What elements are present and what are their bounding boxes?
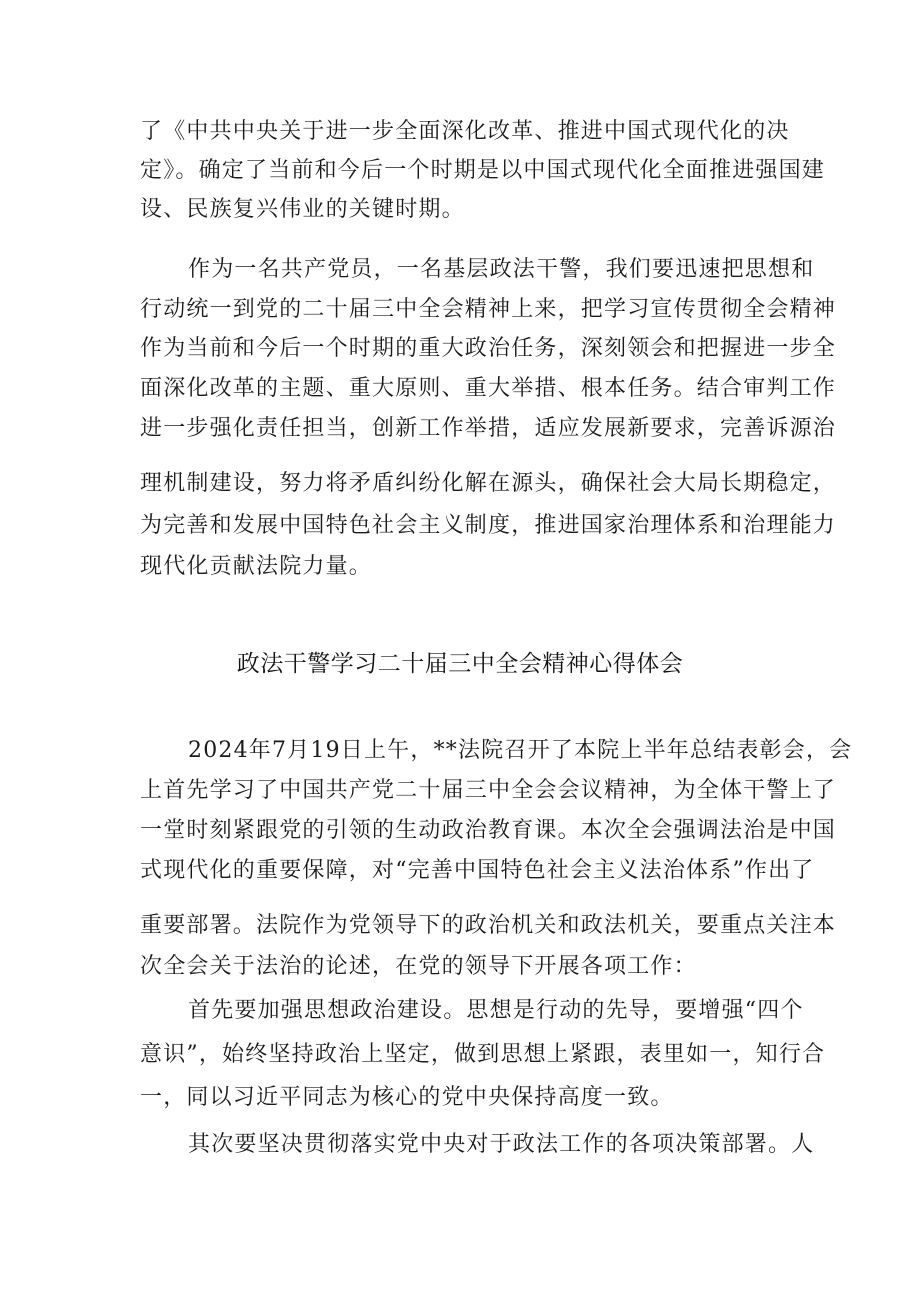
paragraph-line: 行动统一到党的二十届三中全会精神上来，把学习宣传贯彻全会精神: [140, 297, 837, 322]
paragraph-line: 面深化改革的主题、重大原则、重大举措、根本任务。结合审判工作: [140, 376, 837, 401]
paragraph-line: 进一步强化责任担当，创新工作举措，适应发展新要求，完善诉源治: [140, 416, 837, 441]
section-title: 政法干警学习二十届三中全会精神心得体会: [236, 651, 684, 677]
paragraph-line: 了《中共中央关于进一步全面深化改革、推进中国式现代化的决: [140, 119, 790, 144]
paragraph-line: 式现代化的重要保障，对“完善中国特色社会主义法治体系”作出了: [140, 858, 815, 883]
paragraph-line: 首先要加强思想政治建设。思想是行动的先导，要增强“四个: [188, 998, 804, 1023]
paragraph-line: 其次要坚决贯彻落实党中央对于政法工作的各项决策部署。人: [188, 1132, 815, 1157]
paragraph-line: 作为当前和今后一个时期的重大政治任务，深刻领会和把握进一步全: [140, 336, 837, 361]
paragraph-line: 作为一名共产党员，一名基层政法干警，我们要迅速把思想和: [188, 257, 815, 282]
paragraph-line: 一，同以习近平同志为核心的党中央保持高度一致。: [140, 1085, 674, 1110]
paragraph-line: 一堂时刻紧跟党的引领的生动政治教育课。本次全会强调法治是中国: [140, 818, 837, 843]
paragraph-line: 2024年7月19日上午，**法院召开了本院上半年总结表彰会，会: [188, 738, 853, 763]
paragraph-line: 为完善和发展中国特色社会主义制度，推进国家治理体系和治理能力: [140, 513, 837, 538]
paragraph-line: 意识”，始终坚持政治上坚定，做到思想上紧跟，表里如一，知行合: [140, 1042, 826, 1067]
paragraph-line: 定》。确定了当前和今后一个时期是以中国式现代化全面推进强国建: [140, 158, 826, 183]
paragraph-line: 次全会关于法治的论述，在党的领导下开展各项工作：: [140, 954, 697, 979]
paragraph-line: 理机制建设，努力将矛盾纠纷化解在源头，确保社会大局长期稳定，: [140, 471, 837, 496]
paragraph-line: 上首先学习了中国共产党二十届三中全会会议精神，为全体干警上了: [140, 778, 837, 803]
paragraph-line: 现代化贡献法院力量。: [140, 554, 373, 579]
paragraph-line: 重要部署。法院作为党领导下的政治机关和政法机关，要重点关注本: [140, 913, 837, 938]
paragraph-line: 设、民族复兴伟业的关键时期。: [140, 197, 465, 222]
